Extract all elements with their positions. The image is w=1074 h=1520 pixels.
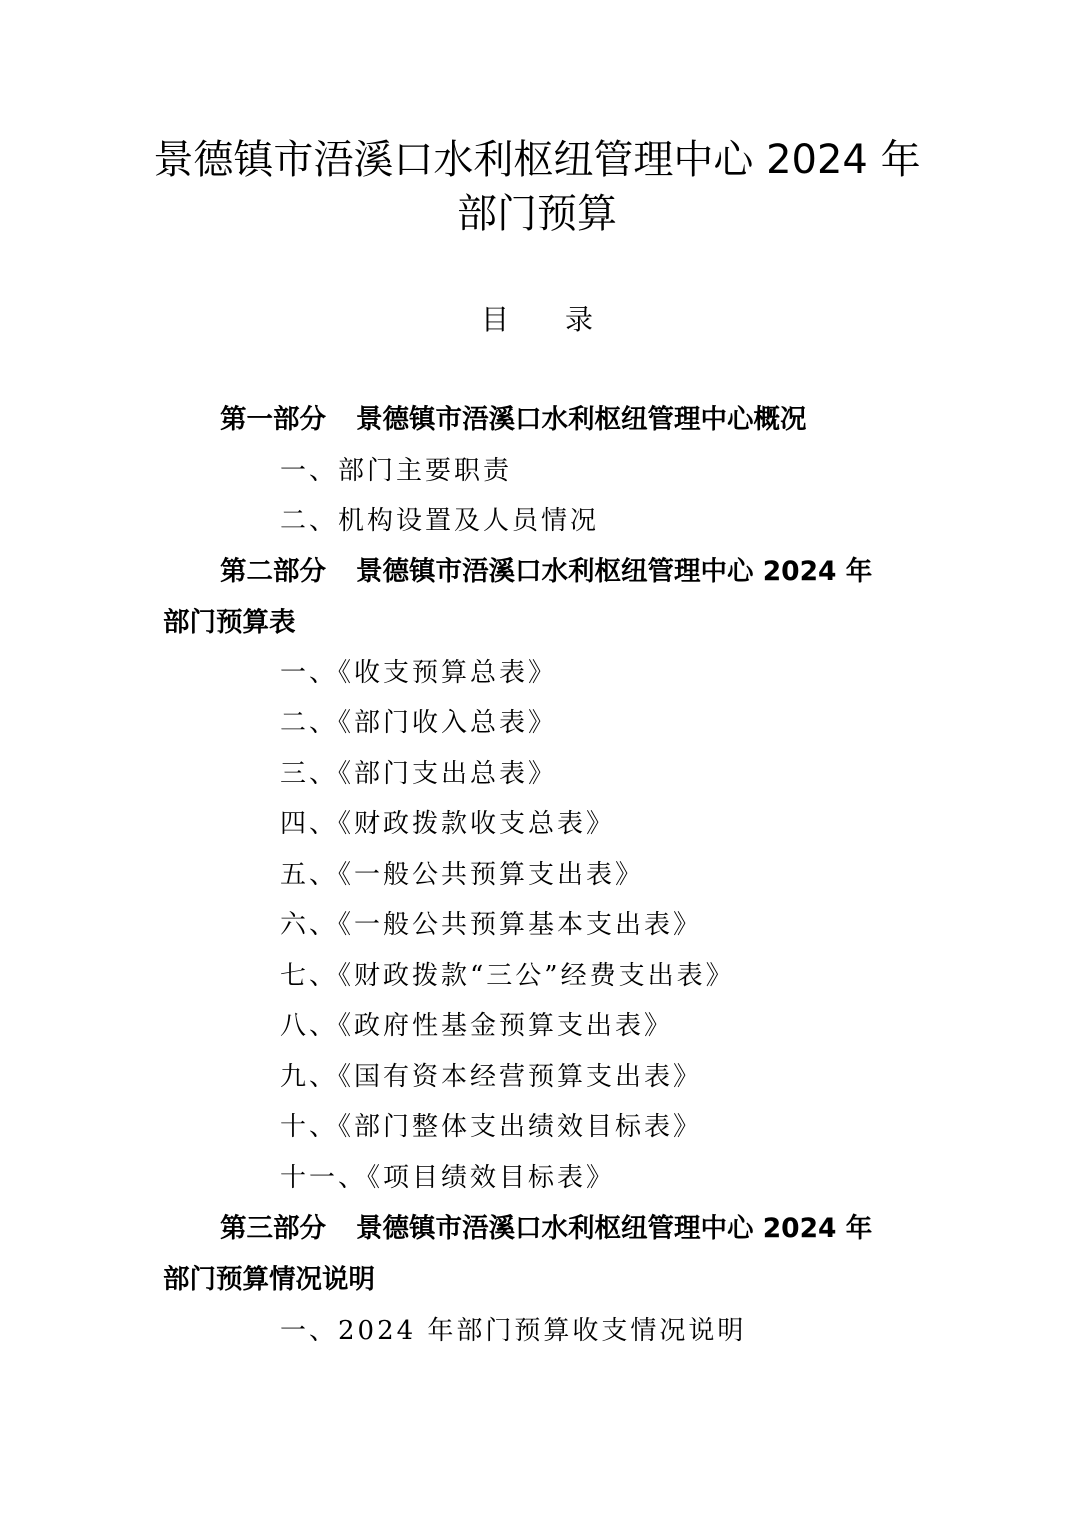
part3-heading-cont: 部门预算情况说明 bbox=[163, 1264, 375, 1295]
part3-label: 第三部分 bbox=[220, 1213, 326, 1244]
document-title-line-2: 部门预算 bbox=[457, 191, 617, 237]
toc-item: 九、《国有资本经营预算支出表》 bbox=[280, 1062, 703, 1092]
toc-item: 一、2024 年部门预算收支情况说明 bbox=[280, 1316, 747, 1346]
part2-label: 第二部分 bbox=[220, 556, 326, 587]
toc-item: 八、《政府性基金预算支出表》 bbox=[280, 1011, 674, 1041]
part1-heading bbox=[220, 400, 807, 440]
part2-heading bbox=[220, 552, 872, 592]
part3-heading bbox=[220, 1209, 872, 1249]
toc-item: 十、《部门整体支出绩效目标表》 bbox=[280, 1112, 703, 1142]
toc-item: 三、《部门支出总表》 bbox=[280, 759, 558, 789]
toc-item: 二、《部门收入总表》 bbox=[280, 708, 558, 738]
part1-text: 景德镇市浯溪口水利枢纽管理中心概况 bbox=[356, 404, 807, 435]
toc-item: 五、《一般公共预算支出表》 bbox=[280, 860, 645, 890]
toc-item: 六、《一般公共预算基本支出表》 bbox=[280, 910, 703, 940]
part3-text: 景德镇市浯溪口水利枢纽管理中心 2024 年 bbox=[356, 1213, 873, 1244]
toc-item: 四、《财政拨款收支总表》 bbox=[280, 809, 616, 839]
document-title-line-1: 景德镇市浯溪口水利枢纽管理中心 2024 年 bbox=[153, 137, 921, 183]
toc-heading bbox=[0, 300, 1074, 340]
toc-item: 十一、《项目绩效目标表》 bbox=[280, 1163, 616, 1193]
part1-label: 第一部分 bbox=[220, 404, 326, 435]
toc-heading-right: 录 bbox=[565, 303, 594, 336]
toc-heading-left: 目 bbox=[480, 303, 509, 336]
toc-item: 七、《财政拨款“三公”经费支出表》 bbox=[280, 961, 735, 991]
toc-item: 一、部门主要职责 bbox=[280, 456, 513, 486]
part2-heading-cont: 部门预算表 bbox=[163, 607, 296, 638]
part2-text: 景德镇市浯溪口水利枢纽管理中心 2024 年 bbox=[356, 556, 873, 587]
toc-item: 二、机构设置及人员情况 bbox=[280, 506, 600, 536]
toc-item: 一、《收支预算总表》 bbox=[280, 658, 558, 688]
